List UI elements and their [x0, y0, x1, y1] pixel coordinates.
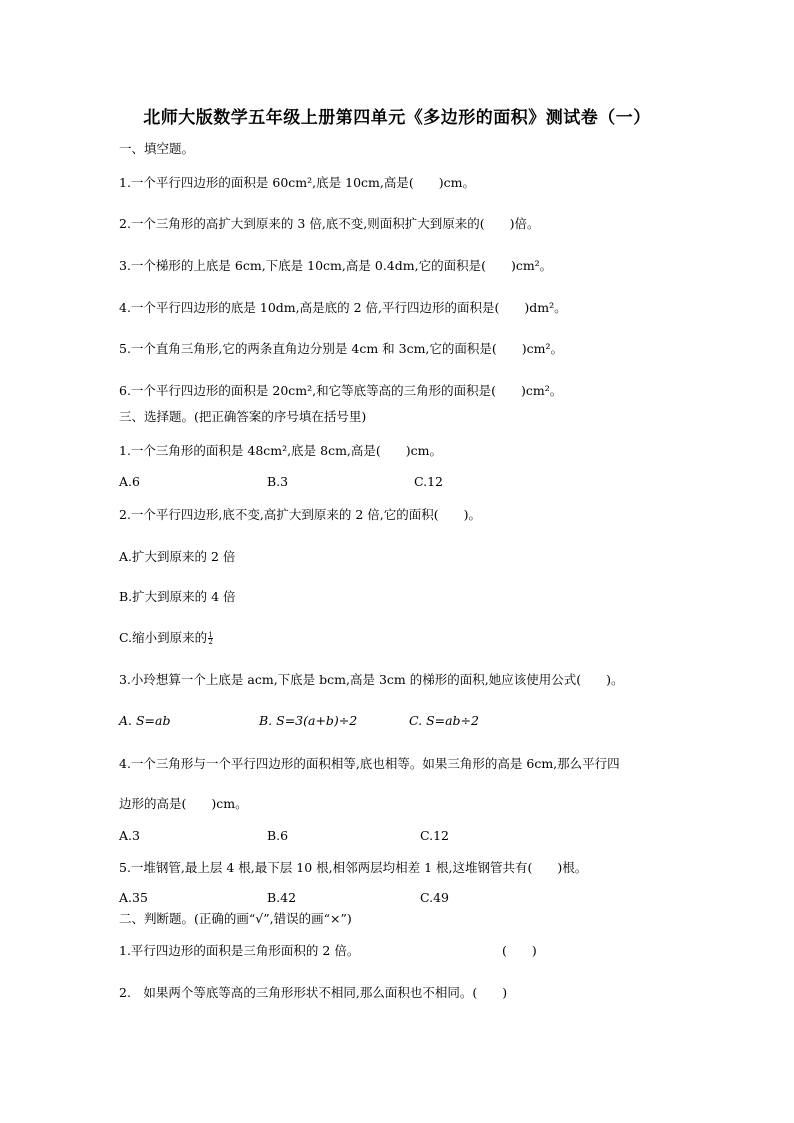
choice-3-option-a: A. S=ab: [119, 713, 171, 728]
fill-question-4: 4.一个平行四边形的底是 10dm,高是底的 2 倍,平行四边形的面积是( )dm²。: [119, 300, 567, 315]
fill-question-5: 5.一个直角三角形,它的两条直角边分别是 4cm 和 3cm,它的面积是( )cm²。: [119, 341, 564, 356]
choice-2-option-b: B.扩大到原来的 4 倍: [119, 589, 236, 604]
choice-question-3: 3.小玲想算一个上底是 acm,下底是 bcm,高是 3cm 的梯形的面积,她应该使用公式( )。: [119, 672, 624, 687]
choice-4-option-a: A.3: [119, 828, 140, 843]
choice-3-option-c: C. S=ab÷2: [409, 713, 479, 728]
fill-question-2: 2.一个三角形的高扩大到原来的 3 倍,底不变,则面积扩大到原来的( )倍。: [119, 216, 540, 231]
choice-3-option-b: B. S=3(a+b)÷2: [259, 713, 358, 728]
choice-question-4-line-2: 边形的高是( )cm。: [119, 796, 248, 811]
fraction-one-half: [208, 632, 213, 645]
fill-question-1: 1.一个平行四边形的面积是 60cm²,底是 10cm,高是( )cm。: [119, 175, 475, 190]
judge-question-1-blank: ( ): [502, 943, 537, 958]
choice-question-1: 1.一个三角形的面积是 48cm²,底是 8cm,高是( )cm。: [119, 443, 443, 458]
fraction-denominator: 2: [208, 638, 213, 646]
judge-question-1: 1.平行四边形的面积是三角形面积的 2 倍。: [119, 943, 360, 958]
choice-2-option-c-text: C.缩小到原来的: [119, 630, 208, 645]
choice-5-option-a: A.35: [119, 890, 148, 905]
choice-question-2: 2.一个平行四边形,底不变,高扩大到原来的 2 倍,它的面积( )。: [119, 507, 482, 522]
choice-1-option-c: C.12: [414, 474, 443, 489]
choice-1-option-b: B.3: [267, 474, 289, 489]
choice-1-option-a: A.6: [119, 474, 140, 489]
choice-5-option-b: B.42: [267, 890, 297, 905]
judge-question-2: 2. 如果两个等底等高的三角形形状不相同,那么面积也不相同。( ): [119, 985, 508, 1000]
choice-2-option-a: A.扩大到原来的 2 倍: [119, 549, 236, 564]
choice-5-option-c: C.49: [420, 890, 449, 905]
choice-4-option-b: B.6: [267, 828, 289, 843]
section-heading-true-false: 二、判断题。(正确的画“√”,错误的画“×”): [119, 911, 352, 926]
fraction-numerator: 1: [208, 631, 213, 639]
fill-question-6: 6.一个平行四边形的面积是 20cm²,和它等底等高的三角形的面积是( )cm²。: [119, 383, 563, 398]
page-title: 北师大版数学五年级上册第四单元《多边形的面积》测试卷（一）: [143, 108, 651, 128]
section-heading-choice: 三、选择题。(把正确答案的序号填在括号里): [119, 409, 367, 424]
section-heading-fill-blank: 一、填空题。: [119, 141, 195, 156]
choice-4-option-c: C.12: [420, 828, 449, 843]
choice-question-4-line-1: 4.一个三角形与一个平行四边形的面积相等,底也相等。如果三角形的高是 6cm,那么平行四: [119, 756, 620, 771]
choice-question-5: 5.一堆钢管,最上层 4 根,最下层 10 根,相邻两层均相差 1 根,这堆钢管共有( )根。: [119, 860, 588, 875]
fill-question-3: 3.一个梯形的上底是 6cm,下底是 10cm,高是 0.4dm,它的面积是( )cm²。: [119, 258, 553, 273]
choice-2-option-c: [119, 630, 213, 646]
